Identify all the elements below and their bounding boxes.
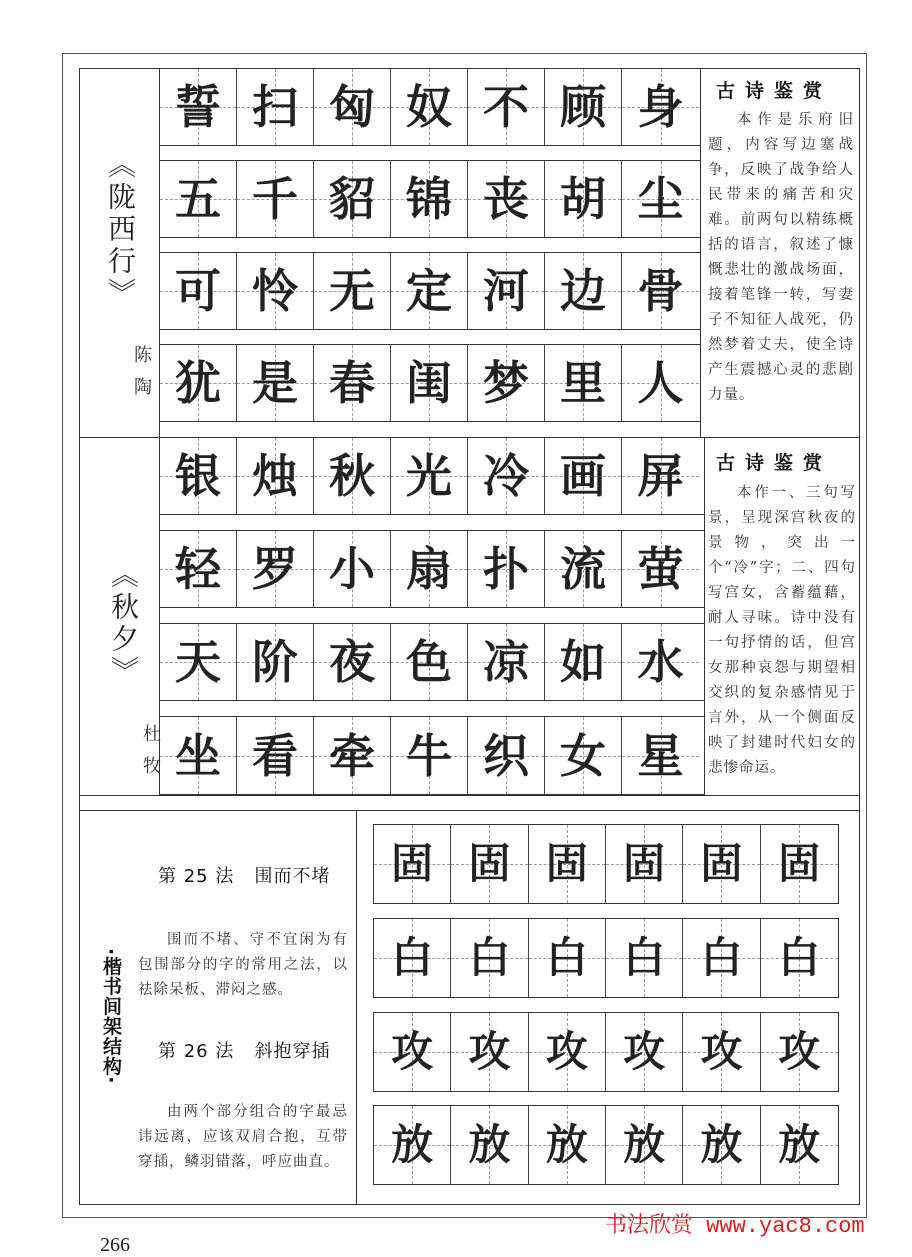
section-divider bbox=[80, 795, 860, 796]
poem-line-3 bbox=[160, 623, 704, 701]
char: 怜 bbox=[252, 264, 298, 318]
char-cell bbox=[391, 624, 468, 700]
char: 匈 bbox=[329, 80, 375, 134]
poem-line-2 bbox=[160, 530, 704, 608]
section-divider bbox=[80, 810, 860, 811]
char-cell bbox=[545, 69, 622, 145]
poem-title: 《陇西行》 bbox=[104, 150, 137, 310]
char: 固 bbox=[700, 839, 743, 888]
practice-cell bbox=[761, 919, 838, 997]
char: 坐 bbox=[175, 728, 221, 783]
practice-cell bbox=[683, 1106, 760, 1184]
poem-author: 陈陶 bbox=[131, 345, 152, 409]
commentary-text: 本作是乐府旧题，内容写边塞战争，反映了战争给人民带来的痛苦和灾难。前两句以精练概括的语言，叙述了慷慨悲壮的激战场面，接着笔锋一转，写妻子不知征人战死，仍然梦着丈夫，使全诗产生震撼心灵的悲剧力量。 bbox=[708, 112, 854, 403]
char-cell bbox=[545, 531, 622, 607]
char: 织 bbox=[483, 728, 529, 783]
char-cell bbox=[391, 253, 468, 329]
char: 牛 bbox=[406, 728, 452, 783]
char: 固 bbox=[778, 839, 821, 888]
poem-line-3 bbox=[160, 252, 700, 330]
char: 固 bbox=[468, 839, 511, 888]
char: 胡 bbox=[560, 172, 606, 226]
char-cell bbox=[160, 161, 237, 237]
char-cell bbox=[468, 69, 545, 145]
char: 骨 bbox=[637, 264, 684, 318]
char: 白 bbox=[778, 933, 821, 982]
char-cell bbox=[237, 345, 314, 421]
char: 不 bbox=[483, 80, 529, 134]
practice-cell bbox=[374, 1106, 451, 1184]
practice-cell bbox=[451, 919, 528, 997]
char: 固 bbox=[545, 839, 588, 888]
char: 貂 bbox=[329, 172, 375, 226]
char-cell bbox=[314, 69, 391, 145]
char: 萤 bbox=[637, 542, 684, 596]
char-cell bbox=[237, 69, 314, 145]
char: 画 bbox=[560, 449, 606, 503]
char-cell bbox=[314, 624, 391, 700]
char-cell bbox=[391, 69, 468, 145]
char-cell bbox=[622, 717, 699, 794]
poem-title: 《秋夕》 bbox=[107, 560, 140, 688]
char-cell bbox=[160, 69, 237, 145]
char: 河 bbox=[483, 264, 529, 318]
char: 誓 bbox=[175, 80, 221, 134]
commentary-title: 古诗鉴赏 bbox=[716, 452, 833, 474]
char: 固 bbox=[623, 839, 666, 888]
commentary-title: 古诗鉴赏 bbox=[716, 80, 833, 102]
char: 天 bbox=[175, 635, 221, 689]
char-cell bbox=[314, 161, 391, 237]
char: 身 bbox=[637, 80, 684, 134]
char: 扇 bbox=[406, 542, 452, 596]
char: 放 bbox=[623, 1120, 666, 1169]
char: 定 bbox=[406, 264, 452, 318]
char: 锦 bbox=[406, 172, 452, 226]
char-cell bbox=[237, 438, 314, 514]
char: 放 bbox=[700, 1120, 743, 1169]
char-cell bbox=[391, 161, 468, 237]
practice-cell bbox=[606, 919, 683, 997]
commentary-text: 本作一、三句写景，呈现深宫秋夜的景物，突出一个“冷”字；二、四句写宫女，含蓄蕴藉，耐人寻味。诗中没有一句抒情的话，但宫女那种哀怨与期望相交织的复杂感情见于言外，从一个侧面反映了封建时代妇女的悲惨命运。 bbox=[708, 485, 856, 776]
practice-cell bbox=[761, 1106, 838, 1184]
practice-row bbox=[373, 918, 839, 998]
practice-cell bbox=[529, 1013, 606, 1091]
char-cell bbox=[314, 717, 391, 794]
practice-cell bbox=[606, 1013, 683, 1091]
char-cell bbox=[468, 531, 545, 607]
char: 白 bbox=[545, 933, 588, 982]
char-cell bbox=[314, 253, 391, 329]
char: 丧 bbox=[483, 172, 529, 226]
practice-cell bbox=[683, 919, 760, 997]
char: 色 bbox=[406, 635, 452, 689]
char-cell bbox=[391, 717, 468, 794]
char-cell bbox=[391, 438, 468, 514]
char: 放 bbox=[391, 1120, 434, 1169]
char-cell bbox=[622, 438, 699, 514]
char-cell bbox=[391, 345, 468, 421]
poem-author: 杜牧 bbox=[140, 724, 161, 788]
char: 光 bbox=[406, 449, 452, 503]
practice-cell bbox=[374, 1013, 451, 1091]
practice-row bbox=[373, 1105, 839, 1185]
rule-title: 第 26 法 斜抱穿插 bbox=[158, 1041, 331, 1062]
char: 犹 bbox=[175, 356, 221, 410]
char-cell bbox=[622, 531, 699, 607]
char-cell bbox=[545, 345, 622, 421]
poem-line-1 bbox=[160, 68, 700, 146]
rule-title: 第 25 法 围而不堵 bbox=[158, 866, 331, 887]
char-cell bbox=[160, 717, 237, 794]
char-cell bbox=[545, 253, 622, 329]
char: 无 bbox=[329, 264, 375, 318]
poem-line-2 bbox=[160, 160, 700, 238]
char: 秋 bbox=[329, 449, 375, 503]
practice-cell bbox=[761, 825, 838, 903]
poem-line-1 bbox=[160, 437, 704, 515]
practice-cell bbox=[761, 1013, 838, 1091]
char-cell bbox=[237, 624, 314, 700]
char: 攻 bbox=[468, 1027, 511, 1076]
char: 冷 bbox=[483, 449, 529, 503]
char-cell bbox=[468, 624, 545, 700]
char-cell bbox=[622, 69, 699, 145]
char-cell bbox=[391, 531, 468, 607]
char: 流 bbox=[560, 542, 606, 596]
practice-row bbox=[373, 824, 839, 904]
poem-line-4 bbox=[160, 344, 700, 422]
char: 可 bbox=[175, 264, 221, 318]
char: 固 bbox=[391, 839, 434, 888]
char-cell bbox=[468, 345, 545, 421]
char-cell bbox=[622, 624, 699, 700]
char: 边 bbox=[560, 264, 606, 318]
char-cell bbox=[468, 253, 545, 329]
char-cell bbox=[622, 345, 699, 421]
char-cell bbox=[237, 531, 314, 607]
char-cell bbox=[314, 345, 391, 421]
char-cell bbox=[545, 717, 622, 794]
commentary-divider bbox=[700, 68, 701, 437]
char: 夜 bbox=[329, 635, 375, 689]
char: 屏 bbox=[637, 449, 684, 503]
practice-cell bbox=[451, 825, 528, 903]
char: 阶 bbox=[252, 635, 298, 689]
char: 奴 bbox=[406, 80, 452, 134]
char-cell bbox=[160, 345, 237, 421]
char: 人 bbox=[637, 356, 684, 410]
practice-cell bbox=[683, 825, 760, 903]
char: 罗 bbox=[252, 542, 298, 596]
practice-cell bbox=[529, 919, 606, 997]
practice-cell bbox=[606, 1106, 683, 1184]
char-cell bbox=[545, 161, 622, 237]
char: 扑 bbox=[483, 542, 529, 596]
practice-cell bbox=[606, 825, 683, 903]
side-label: ·楷书间架结构· bbox=[100, 948, 122, 1085]
char: 烛 bbox=[252, 449, 298, 503]
rule-text: 围而不堵、守不宜闲为有包围部分的字的常用之法，以祛除呆板、滞闷之感。 bbox=[138, 932, 348, 998]
char: 放 bbox=[778, 1120, 821, 1169]
char: 白 bbox=[391, 933, 434, 982]
char: 攻 bbox=[700, 1027, 743, 1076]
char-cell bbox=[468, 717, 545, 794]
char-cell bbox=[545, 438, 622, 514]
practice-cell bbox=[451, 1106, 528, 1184]
char: 白 bbox=[623, 933, 666, 982]
char-cell bbox=[237, 253, 314, 329]
char: 五 bbox=[175, 172, 221, 226]
char-cell bbox=[160, 253, 237, 329]
char: 扫 bbox=[252, 80, 298, 134]
commentary-divider bbox=[704, 437, 705, 795]
practice-cell bbox=[529, 825, 606, 903]
page-number: 266 bbox=[100, 1234, 130, 1256]
poem-line-4 bbox=[160, 716, 704, 795]
char: 小 bbox=[329, 542, 375, 596]
practice-cell bbox=[683, 1013, 760, 1091]
char: 白 bbox=[700, 933, 743, 982]
char: 攻 bbox=[545, 1027, 588, 1076]
char: 轻 bbox=[175, 542, 221, 596]
char-cell bbox=[468, 438, 545, 514]
char-cell bbox=[160, 438, 237, 514]
char: 里 bbox=[560, 356, 606, 410]
char: 梦 bbox=[483, 356, 529, 410]
char: 星 bbox=[637, 728, 684, 783]
practice-cell bbox=[374, 919, 451, 997]
char: 千 bbox=[252, 172, 298, 226]
char: 白 bbox=[468, 933, 511, 982]
char: 闺 bbox=[406, 356, 452, 410]
char-cell bbox=[160, 531, 237, 607]
char: 放 bbox=[468, 1120, 511, 1169]
char: 看 bbox=[252, 728, 298, 783]
char: 女 bbox=[560, 728, 606, 783]
char: 顾 bbox=[560, 80, 606, 134]
char-cell bbox=[160, 624, 237, 700]
char-cell bbox=[622, 161, 699, 237]
char: 牵 bbox=[329, 728, 375, 783]
char: 放 bbox=[545, 1120, 588, 1169]
char: 攻 bbox=[623, 1027, 666, 1076]
char: 银 bbox=[175, 449, 221, 503]
watermark: 书法欣赏 www.yac8.com bbox=[605, 1214, 865, 1239]
practice-cell bbox=[374, 825, 451, 903]
char-cell bbox=[545, 624, 622, 700]
char: 水 bbox=[637, 635, 684, 689]
char: 攻 bbox=[391, 1027, 434, 1076]
char-cell bbox=[622, 253, 699, 329]
char-cell bbox=[468, 161, 545, 237]
char-cell bbox=[237, 161, 314, 237]
char-cell bbox=[237, 717, 314, 794]
char: 如 bbox=[560, 635, 606, 689]
char: 凉 bbox=[483, 635, 529, 689]
practice-row bbox=[373, 1012, 839, 1092]
char-cell bbox=[314, 438, 391, 514]
char: 攻 bbox=[778, 1027, 821, 1076]
char: 尘 bbox=[637, 172, 684, 226]
rule-text: 由两个部分组合的字最忌讳远离，应该双肩合抱，互带穿插，鳞羽错落，呼应曲直。 bbox=[138, 1104, 348, 1170]
char: 是 bbox=[252, 356, 298, 410]
practice-cell bbox=[529, 1106, 606, 1184]
practice-cell bbox=[451, 1013, 528, 1091]
text-grid-divider bbox=[356, 810, 357, 1205]
char-cell bbox=[314, 531, 391, 607]
char: 春 bbox=[329, 356, 375, 410]
